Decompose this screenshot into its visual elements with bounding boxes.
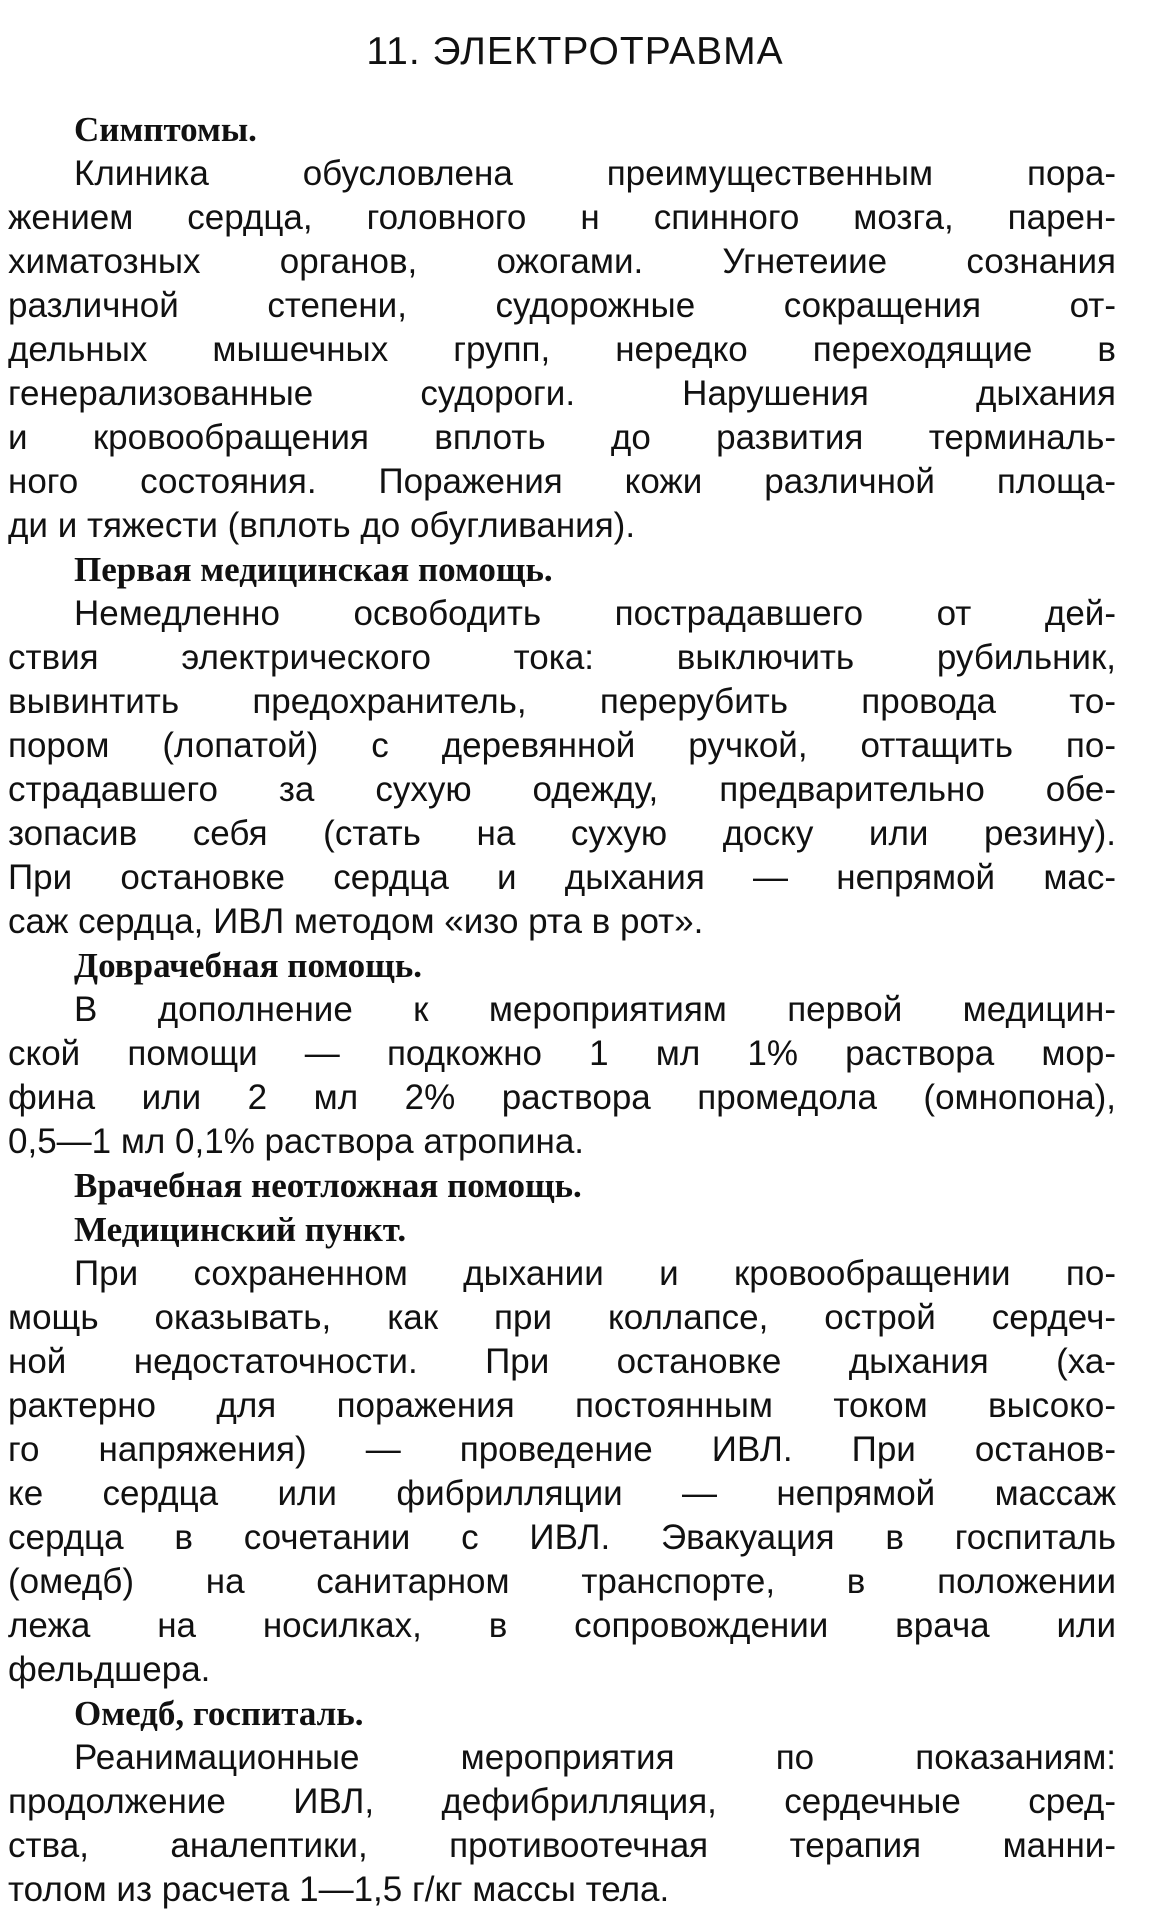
section-heading-symptoms: Симптомы. (74, 110, 257, 149)
text-line: продолжение ИВЛ, дефибрилляция, сердечные сред- (8, 1782, 1116, 1821)
text-line: ного состояния. Поражения кожи различной площа- (8, 462, 1116, 501)
text-line: и кровообращения вплоть до развития терминаль- (8, 418, 1116, 457)
section-heading-emergency-medical-aid: Врачебная неотложная помощь. (74, 1166, 582, 1205)
text-line: Немедленно освободить пострадавшего от дей- (74, 594, 1116, 633)
paragraph-symptoms (8, 152, 1116, 548)
document-body (8, 108, 1116, 1912)
paragraph-medical-post (8, 1252, 1116, 1692)
text-line: мощь оказывать, как при коллапсе, острой сердеч- (8, 1298, 1116, 1337)
text-line: При сохраненном дыхании и кровообращении по- (74, 1254, 1116, 1293)
text-line: фельдшера. (8, 1650, 211, 1689)
section-heading-hospital: Омедб, госпиталь. (74, 1694, 364, 1733)
text-line: рактерно для поражения постоянным током высоко- (8, 1386, 1116, 1425)
text-line: ствия электрического тока: выключить рубильник, (8, 638, 1116, 677)
section-heading-first-aid: Первая медицинская помощь. (74, 550, 553, 589)
page-title: 11. ЭЛЕКТРОТРАВМА (366, 30, 784, 73)
text-line: сердца в сочетании с ИВЛ. Эвакуация в госпиталь (8, 1518, 1116, 1557)
section-heading-medical-post: Медицинский пункт. (74, 1210, 407, 1249)
paragraph-hospital (8, 1736, 1116, 1912)
text-line: толом из расчета 1—1,5 г/кг массы тела. (8, 1870, 670, 1909)
paragraph-first-aid (8, 592, 1116, 944)
text-line: ской помощи — подкожно 1 мл 1% раствора мор- (8, 1034, 1116, 1073)
text-line: страдавшего за сухую одежду, предварительно обе- (8, 770, 1116, 809)
paragraph-pre-medical-aid (8, 988, 1116, 1164)
text-line: вывинтить предохранитель, перерубить провода то- (8, 682, 1116, 721)
text-line: генерализованные судороги. Нарушения дыхания (8, 374, 1116, 413)
text-line: ке сердца или фибрилляции — непрямой массаж (8, 1474, 1116, 1513)
text-line: Реанимационные мероприятия по показаниям: (74, 1738, 1116, 1777)
text-line: дельных мышечных групп, нередко переходящие в (8, 330, 1116, 369)
text-line: различной степени, судорожные сокращения от- (8, 286, 1116, 325)
text-line: фина или 2 мл 2% раствора промедола (омнопона), (8, 1078, 1116, 1117)
text-line: Клиника обусловлена преимущественным пора- (74, 154, 1116, 193)
text-line: го напряжения) — проведение ИВЛ. При останов- (8, 1430, 1116, 1469)
text-line: ди и тяжести (вплоть до обугливания). (8, 506, 636, 545)
section-heading-pre-medical-aid: Доврачебная помощь. (74, 946, 422, 985)
text-line: пором (лопатой) с деревянной ручкой, оттащить по- (8, 726, 1116, 765)
text-line: ной недостаточности. При остановке дыхания (ха- (8, 1342, 1116, 1381)
text-line: (омедб) на санитарном транспорте, в положении (8, 1562, 1116, 1601)
text-line: При остановке сердца и дыхания — непрямой мас- (8, 858, 1116, 897)
text-line: В дополнение к мероприятиям первой медицин- (74, 990, 1116, 1029)
text-line: 0,5—1 мл 0,1% раствора атропина. (8, 1122, 585, 1161)
text-line: саж сердца, ИВЛ методом «изо рта в рот». (8, 902, 704, 941)
text-line: зопасив себя (стать на сухую доску или резину). (8, 814, 1116, 853)
text-line: лежа на носилках, в сопровождении врача или (8, 1606, 1116, 1645)
text-line: ства, аналептики, противоотечная терапия манни- (8, 1826, 1116, 1865)
text-line: химатозных органов, ожогами. Угнетеиие сознания (8, 242, 1116, 281)
text-line: жением сердца, головного н спинного мозга, парен- (8, 198, 1116, 237)
